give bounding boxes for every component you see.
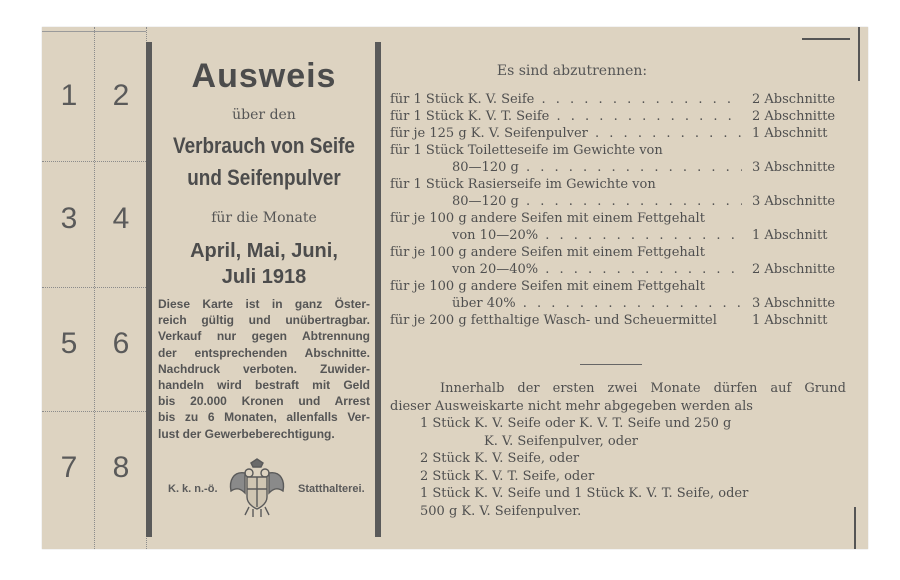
item-quantity: 3 Abschnitte: [752, 160, 836, 175]
detach-heading: Es sind abzutrennen:: [496, 63, 648, 79]
rule-option: 2 Stück K. V. T. Seife, oder: [420, 468, 595, 484]
corner-mark: [802, 38, 850, 40]
issuer-left: K. k. n.-ö.: [168, 483, 218, 495]
item-description-cont: von 10—20% . . .: [390, 227, 742, 244]
heading-line-2: und Seifenpulver: [187, 165, 341, 190]
soap-ration-card: [42, 27, 868, 549]
rule-option: 500 g K. V. Seifenpulver.: [420, 503, 582, 519]
item-description: für je 100 g andere Seifen mit einem Fettgehalt: [390, 279, 705, 294]
coupon-column-divider: [94, 27, 95, 549]
left-frame-bar: [146, 42, 152, 537]
notice-line: Verkauf nur gegen Abtrennung: [158, 329, 370, 344]
item-description: für 1 Stück K. V. T. Seife . . .: [390, 108, 742, 125]
item-description-cont: über 40% . . .: [390, 295, 742, 312]
distribution-rule: [390, 380, 846, 520]
list-item: [390, 244, 850, 278]
period-line-1: April, Mai, Juni,: [190, 240, 338, 262]
months-label: für die Monate: [211, 210, 317, 226]
detach-list: [390, 91, 850, 329]
coupon-4[interactable]: 4: [112, 202, 130, 235]
coupon-row-divider: [42, 161, 146, 162]
list-item: [390, 210, 850, 244]
legal-notice: [158, 296, 370, 442]
notice-line: handeln wird bestraft mit Geld: [158, 378, 370, 393]
coupon-3[interactable]: 3: [60, 202, 78, 235]
coupon-row-divider: [42, 287, 146, 288]
coupon-7[interactable]: 7: [60, 451, 78, 484]
coupon-2[interactable]: 2: [112, 79, 130, 112]
notice-line: bis zu 6 Monaten, allenfalls Ver-: [158, 410, 370, 425]
notice-line: Nachdruck verboten. Zuwider-: [158, 361, 370, 376]
rule-intro: dieser Ausweiskarte nicht mehr abgegeben werden als: [390, 398, 753, 414]
period-line-2: Juli 1918: [221, 266, 307, 288]
rule-intro: Innerhalb der ersten zwei Monate dürfen auf Grund: [440, 381, 846, 396]
list-item: [390, 278, 850, 312]
coupon-8[interactable]: 8: [112, 451, 130, 484]
rule-option: 1 Stück K. V. Seife und 1 Stück K. V. T. Seife, oder: [420, 486, 749, 501]
notice-line: Diese Karte ist in ganz Öster-: [158, 297, 370, 311]
right-frame-bar: [375, 42, 381, 537]
item-description-cont: von 20—40% . . .: [390, 261, 742, 278]
coupon-top-edge: [42, 31, 146, 32]
coupon-5[interactable]: 5: [60, 327, 78, 360]
notice-line: bis 20.000 Kronen und Arrest: [158, 394, 370, 409]
coupon-row-divider: [42, 411, 146, 412]
list-item: [390, 176, 850, 210]
list-item: [390, 108, 850, 125]
item-description: für je 100 g andere Seifen mit einem Fettgehalt: [390, 245, 705, 260]
notice-line: lust der Gewerbeberechtigung.: [158, 426, 335, 441]
issuer-right: Statthalterei.: [298, 483, 365, 495]
rule-option-cont: K. V. Seifenpulver, oder: [484, 433, 638, 449]
coupon-1[interactable]: 1: [60, 79, 78, 112]
item-description: für je 100 g andere Seifen mit einem Fettgehalt: [390, 211, 705, 226]
card-subtitle: über den: [232, 107, 296, 123]
section-divider: [580, 364, 642, 365]
card-title: Ausweis: [191, 57, 337, 95]
list-item: [390, 91, 850, 108]
item-description: für 1 Stück Rasierseife im Gewichte von: [390, 177, 656, 192]
corner-mark: [854, 507, 856, 549]
item-quantity: 3 Abschnitte: [752, 194, 836, 209]
item-description-cont: 80—120 g . . .: [390, 159, 742, 176]
rule-option: 2 Stück K. V. Seife, oder: [420, 451, 580, 466]
coat-of-arms-eagle-icon: [227, 457, 287, 519]
list-item: [390, 312, 850, 329]
corner-mark: [858, 27, 860, 81]
list-item: [390, 125, 850, 142]
heading-line-1: Verbrauch von Seife: [173, 133, 355, 158]
item-description: für je 200 g fetthaltige Wasch- und Scheuermittel: [390, 313, 717, 328]
item-description-cont: 80—120 g . . .: [390, 193, 742, 210]
item-quantity: 1 Abschnitt: [752, 313, 828, 328]
item-quantity: 2 Abschnitte: [752, 92, 836, 107]
item-quantity: 2 Abschnitte: [752, 109, 836, 124]
item-description: für 1 Stück K. V. Seife . . .: [390, 91, 742, 108]
coupon-6[interactable]: 6: [112, 327, 130, 360]
item-description: für 1 Stück Toiletteseife im Gewichte von: [390, 143, 663, 158]
list-item: [390, 142, 850, 176]
notice-line: reich gültig und unübertragbar.: [158, 313, 370, 328]
item-quantity: 1 Abschnitt: [752, 126, 828, 141]
item-quantity: 1 Abschnitt: [752, 228, 828, 243]
item-quantity: 3 Abschnitte: [752, 296, 836, 311]
item-description: für je 125 g K. V. Seifenpulver . . .: [390, 125, 742, 142]
item-quantity: 2 Abschnitte: [752, 262, 836, 277]
notice-line: der entsprechenden Abschnitte.: [158, 345, 370, 360]
rule-option: 1 Stück K. V. Seife oder K. V. T. Seife und 250 g: [420, 416, 732, 431]
